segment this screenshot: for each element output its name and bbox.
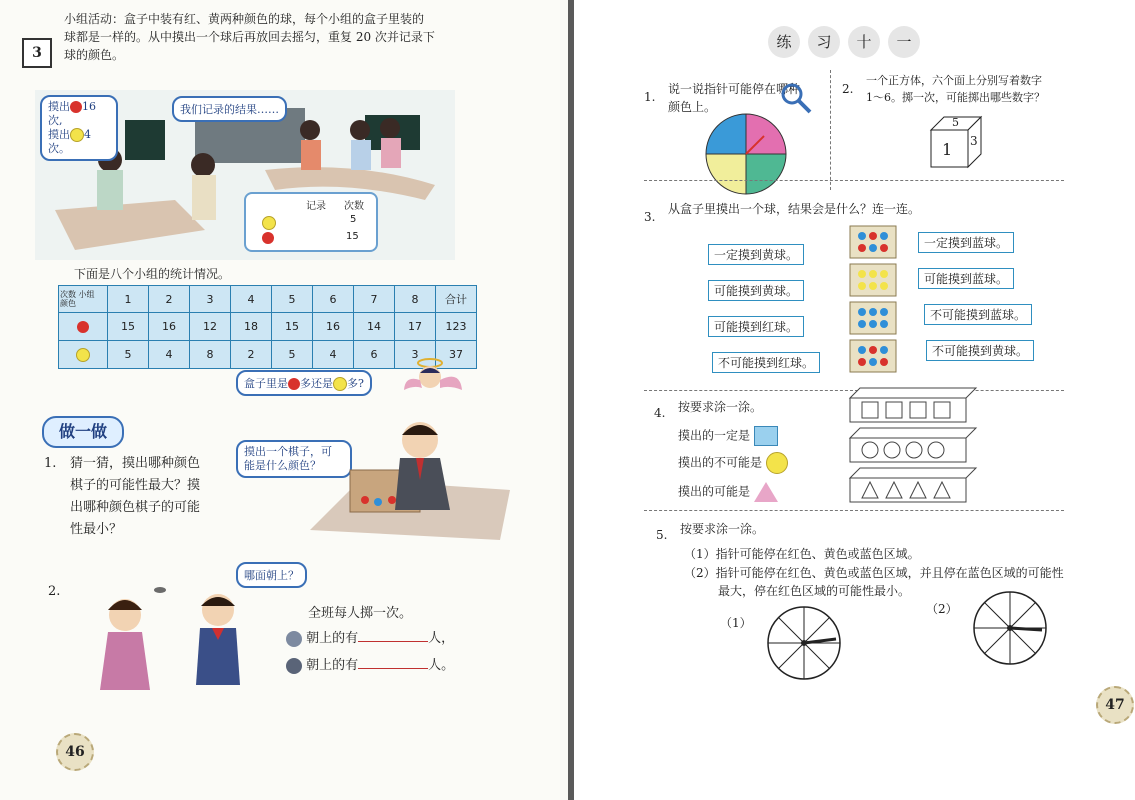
desk-left [55,200,205,250]
student-body [301,140,321,170]
stats-group-header: 3 [190,286,231,313]
student-head [380,118,400,138]
record-table [244,192,378,252]
q2-number: 2. [48,584,61,599]
title-char: 一 [888,26,920,58]
red-ball-icon [77,321,89,333]
ex5-req2: （2）指针可能停在红色、黄色或蓝色区域，并且停在蓝色区域的可能性 最大，停在红色区域的可能性最小。 [684,566,1064,598]
ex5-label-1: （1） [720,616,752,630]
ex3-left-option[interactable]: 可能摸到黄球。 [708,280,804,301]
stats-cell: 15 [108,313,149,341]
stats-cell: 17 [395,313,436,341]
divider-dashed [644,180,1064,181]
stats-group-header: 4 [231,286,272,313]
cube-side-number: 3 [970,134,978,148]
title-char: 习 [808,26,840,58]
shape-box [850,468,976,502]
student-body [351,140,371,170]
page-number-left: 46 [56,733,94,771]
title-char: 十 [848,26,880,58]
stats-row-yellow-label [59,341,108,369]
cube-top-number: 5 [952,116,959,129]
ex5-spinner-2 [972,590,1048,666]
stats-group-header: 1 [108,286,149,313]
stats-group-header: 5 [272,286,313,313]
ex3-left-option[interactable]: 不可能摸到红球。 [712,352,820,373]
q1-line: 猜一猜，摸出哪种颜色 [70,456,201,471]
stats-cell: 5 [272,341,313,369]
ball-box [850,302,896,334]
boy-with-box-illustration [300,410,520,545]
ex3-number: 3. [644,210,656,224]
stats-group-header: 2 [149,286,190,313]
ex3-left-option[interactable]: 可能摸到红球。 [708,316,804,337]
q2-line-2: 朝上的有 人。 [286,657,454,675]
shape-box [850,428,976,462]
record-header-count: 次数 [344,201,364,212]
ex3-right-option[interactable]: 一定摸到蓝球。 [918,232,1014,253]
stats-cell: 3 [395,341,436,369]
activity-text [64,10,459,64]
ex2-text: 一个正方体，六个面上分别写着数字 1～6。掷一次，可能掷出哪些数字？ [866,74,1045,104]
activity-line: 球的颜色。 [64,48,125,62]
q1-line: 出哪种颜色棋子的可能 [70,500,201,515]
student-head [350,120,370,140]
ex3-boxes [846,220,902,380]
stats-cell: 15 [272,313,313,341]
ex3-left-option[interactable]: 一定摸到黄球。 [708,244,804,265]
ex4-number: 4. [654,406,666,420]
stats-group-header: 8 [395,286,436,313]
ex3-right-option[interactable]: 可能摸到蓝球。 [918,268,1014,289]
divider-vertical [830,70,831,190]
stats-cell: 16 [313,313,354,341]
stats-cell: 8 [190,341,231,369]
stats-cell: 12 [190,313,231,341]
speech-bubble-record: 我们记录的结果…… [172,96,287,122]
ex4-item-2: 摸出的不可能是 [678,452,788,474]
stats-group-header: 6 [313,286,354,313]
speech-bubble-coin: 哪面朝上？ [236,562,307,588]
book-spine [568,0,574,800]
student-body [97,170,123,210]
stats-cell: 4 [149,341,190,369]
q2-blank-2[interactable] [358,668,428,669]
student-body [192,175,216,220]
student-head [191,153,215,177]
stats-cell: 6 [354,341,395,369]
stats-cell: 37 [436,341,477,369]
page-number-right: 47 [1096,686,1134,724]
ex3-right-option[interactable]: 不可能摸到黄球。 [926,340,1034,361]
blackboard-left [125,120,165,160]
q1-number: 1. [44,456,57,471]
stats-corner-cell: 次数 小组 颜色 [59,286,108,313]
student-head [300,120,320,140]
cube-front-number: 1 [942,140,953,159]
coin-tails-icon [286,658,302,674]
yellow-ball-icon [70,128,84,142]
stats-cell: 5 [108,341,149,369]
red-ball-icon [288,378,300,390]
speech-bubble-question: 盒子里是 多还是 多? [236,370,372,396]
ex3-right-option[interactable]: 不可能摸到蓝球。 [924,304,1032,325]
cube-shape-icon [754,426,778,446]
ex4-item-1: 摸出的一定是 [678,426,778,446]
angel-character-icon [400,355,470,400]
section-number-badge: 3 [22,38,52,68]
yellow-ball-icon [76,348,90,362]
q2-intro: 全班每人掷一次。 [308,606,413,621]
student-body [381,138,401,168]
ex5-label-2: （2） [926,602,958,616]
spinner-pointer [1010,628,1042,630]
ex5-spinner-1 [766,605,842,681]
q2-blank-1[interactable] [358,641,428,642]
speech-bubble-draws: 摸出 16 次, 摸出 4 次。 [40,95,118,161]
q1-text [70,453,200,541]
pyramid-shape-icon [754,482,778,502]
ex1-number: 1. [644,90,656,104]
ex2-number: 2. [842,82,854,96]
stats-cell: 123 [436,313,477,341]
speech-bubble-chess: 摸出一个棋子，可 能是什么颜色？ [236,440,352,478]
red-ball-icon [70,101,82,113]
ex5-text: 按要求涂一涂。 [680,522,765,536]
stats-cell: 14 [354,313,395,341]
stats-intro: 下面是八个小组的统计情况。 [74,267,231,281]
ex5-req1: （1）指针可能停在红色、黄色或蓝色区域。 [684,547,920,561]
q1-line: 性最小？ [70,522,123,537]
stats-cell: 4 [313,341,354,369]
stats-row-red-label [59,313,108,341]
red-ball-icon [262,232,274,244]
yellow-ball-icon [262,216,276,230]
ex1-spinner [704,112,788,196]
coin-heads-icon [286,631,302,647]
stats-cell: 2 [231,341,272,369]
stats-group-header: 7 [354,286,395,313]
zuoyizuo-label: 做一做 [42,416,124,448]
record-header-record: 记录 [306,201,326,212]
activity-line: 小组活动：盒子中装有红、黄两种颜色的球，每个小组的盒子里装的 [64,12,425,26]
q1-line: 棋子的可能性最大？摸 [70,478,201,493]
ex4-item-3: 摸出的可能是 [678,482,778,502]
stats-cell: 16 [149,313,190,341]
ball-box [850,264,896,296]
magnifier-icon [778,80,814,116]
title-char: 练 [768,26,800,58]
children-coin-illustration [90,580,270,700]
stats-group-header: 合计 [436,286,477,313]
ball-box [850,340,896,372]
record-count-yellow: 5 [350,214,357,225]
shape-box [850,388,976,422]
ex4-text: 按要求涂一涂。 [678,400,763,414]
q2-line-1: 朝上的有 人， [286,630,454,648]
record-count-red: 15 [346,231,359,242]
stats-cell: 18 [231,313,272,341]
divider-dashed [644,510,1064,511]
right-page [580,0,1135,800]
ball-shape-icon [766,452,788,474]
ex1-text: 说一说指针可能停在哪种 颜色上。 [668,82,801,114]
ex5-number: 5. [656,528,668,542]
activity-line: 球都是一样的。从中摸出一个球后再放回去摇匀，重复 20 次并记录下 [64,30,435,44]
ball-box [850,226,896,258]
ex4-shape-boxes [848,386,978,506]
yellow-ball-icon [333,377,347,391]
ex3-text: 从盒子里摸出一个球，结果会是什么？连一连。 [668,202,921,216]
